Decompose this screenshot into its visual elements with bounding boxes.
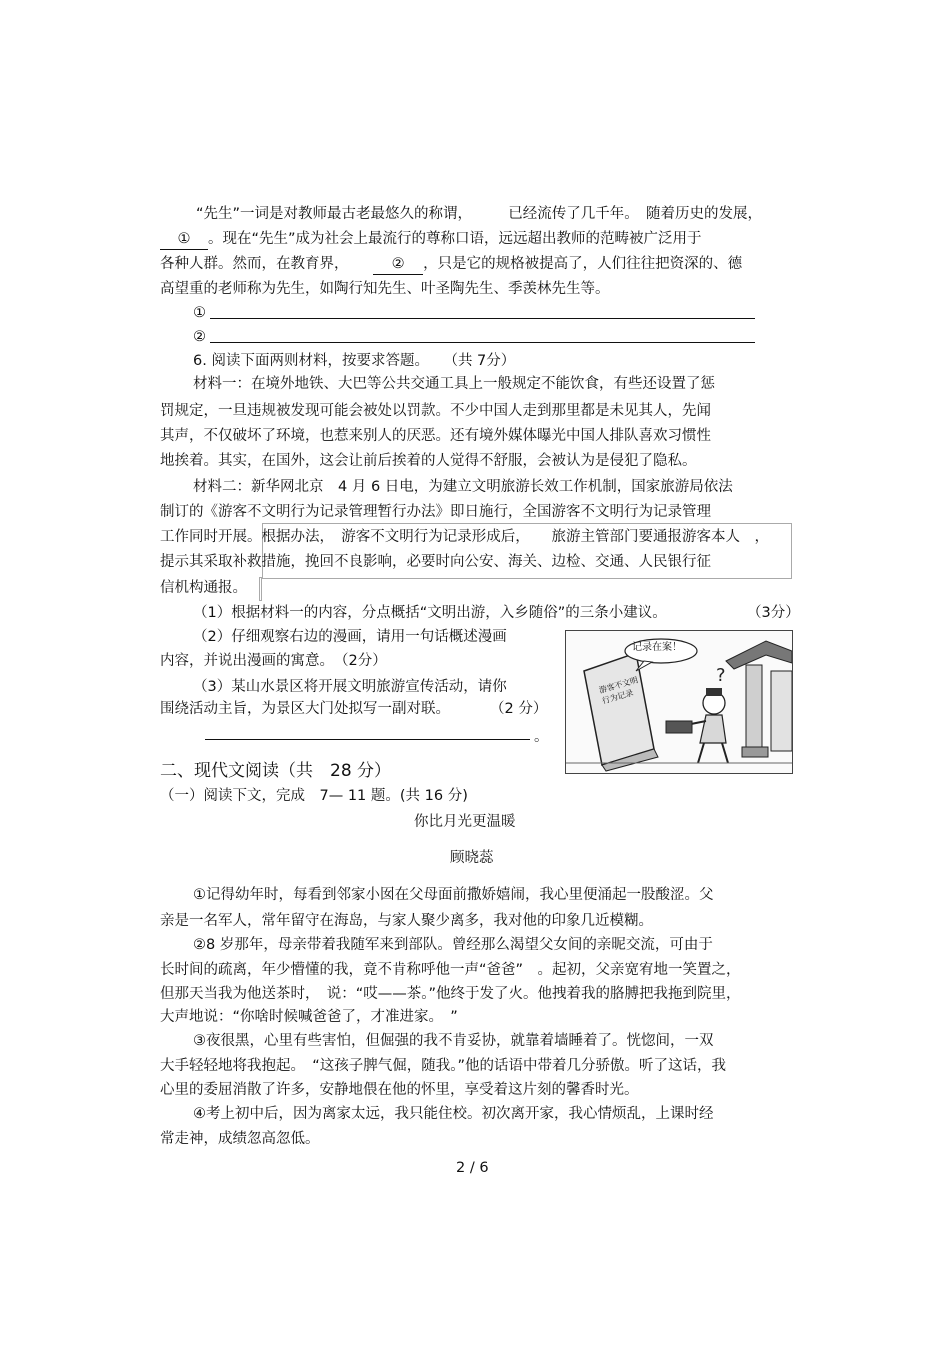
paragraph-line xyxy=(160,229,702,250)
material-1-line: 其声，不仅破坏了环境，也惹来别人的厌恶。还有境外媒体曝光中国人排队喜欢习惯性 xyxy=(160,428,711,444)
paragraph-text: 。现在“先生”成为社会上最流行的尊称口语，远远超出教师的范畴被广泛用于 xyxy=(208,231,702,247)
sub-question-1-score: （3分） xyxy=(747,605,800,621)
page-number: 2 / 6 xyxy=(456,1160,489,1176)
fill-blank-1: ① xyxy=(160,229,208,250)
end-mark: 。 xyxy=(534,729,549,745)
article-title: 你比月光更温暖 xyxy=(414,814,516,830)
article-line: ④考上初中后，因为离家太远，我只能住校。初次离开家，我心情烦乱，上课时经 xyxy=(193,1106,714,1122)
sub-question-1: （1）根据材料一的内容，分点概括“文明出游，入乡随俗”的三条小建议。 xyxy=(193,605,667,621)
couplet-answer-line[interactable] xyxy=(205,739,530,740)
material-1-line: 地挨着。其实，在国外，这会让前后挨着的人觉得不舒服，会被认为是侵犯了隐私。 xyxy=(160,453,697,469)
paragraph-line: 高望重的老师称为先生，如陶行知先生、叶圣陶先生、季羡林先生等。 xyxy=(160,281,610,297)
article-line: 大声地说：“你啥时候喊爸爸了，才准进家。 ” xyxy=(160,1009,458,1025)
cartoon-bubble-text: 记录在案！ xyxy=(632,642,682,653)
article-line: 但那天当我为他送茶时， 说：“哎——茶。”他终于发了火。他拽着我的胳膊把我拖到院里， xyxy=(160,986,741,1002)
article-line: 心里的委屈消散了许多，安静地偎在他的怀里，享受着这片刻的馨香时光。 xyxy=(160,1082,639,1098)
cartoon-image xyxy=(565,630,793,774)
article-line: ③夜很黑，心里有些害怕，但倔强的我不肯妥协，就靠着墙睡着了。恍惚间，一双 xyxy=(193,1033,714,1049)
article-line: 长时间的疏离，年少懵懂的我，竟不肯称呼他一声“爸爸” 。起初，父亲宽宥地一笑置之， xyxy=(160,962,741,978)
sub-question-3: 围绕活动主旨，为景区大门处拟写一副对联。 xyxy=(160,701,450,717)
question-6-title: 6. 阅读下面两则材料，按要求答题。 （共 7分） xyxy=(193,353,516,369)
paragraph-text: ，只是它的规格被提高了，人们往往把资深的、德 xyxy=(423,256,743,272)
section-subheading: （一）阅读下文，完成 7— 11 题。(共 16 分) xyxy=(160,788,468,804)
scan-frame xyxy=(259,577,262,601)
paragraph-text: 各种人群。然而，在教育界， xyxy=(160,256,349,272)
material-2-line: 制订的《游客不文明行为记录管理暂行办法》即日施行，全国游客不文明行为记录管理 xyxy=(160,504,711,520)
article-author: 顾晓蕊 xyxy=(450,850,494,866)
sub-question-3-score: （2 分） xyxy=(490,701,548,717)
article-line: 常走神，成绩忽高忽低。 xyxy=(160,1131,320,1147)
material-1-line: 材料一：在境外地铁、大巴等公共交通工具上一般规定不能饮食，有些还设置了惩 xyxy=(193,376,715,392)
svg-text:?: ? xyxy=(716,665,726,686)
fill-blank-2: ② xyxy=(373,254,423,275)
material-2-line: 提示其采取补救措施，挽回不良影响，必要时向公安、海关、边检、交通、人民银行征 xyxy=(160,554,711,570)
article-line: ②8 岁那年，母亲带着我随军来到部队。曾经那么渴望父女间的亲昵交流，可由于 xyxy=(193,937,713,953)
sub-question-3: （3）某山水景区将开展文明旅游宣传活动，请你 xyxy=(193,679,507,695)
material-2-line: 信机构通报。 xyxy=(160,580,247,596)
answer-line-2[interactable] xyxy=(210,342,755,343)
answer-line-1[interactable] xyxy=(210,318,755,319)
material-2-line: 材料二：新华网北京 4 月 6 日电，为建立文明旅游长效工作机制，国家旅游局依法 xyxy=(193,479,733,495)
paragraph-line xyxy=(160,254,742,275)
article-line: 亲是一名军人，常年留守在海岛，与家人聚少离多，我对他的印象几近模糊。 xyxy=(160,913,653,929)
answer-label-1: ① xyxy=(193,305,206,321)
sub-question-2: 内容，并说出漫画的寓意。 （2分） xyxy=(160,653,387,669)
cartoon-book-text: 游客不文明行为记录 xyxy=(598,675,640,706)
sub-question-2: （2）仔细观察右边的漫画，请用一句话概述漫画 xyxy=(193,629,507,645)
paragraph-line: “先生”一词是对教师最古老最悠久的称谓， 已经流传了几千年。 随着历史的发展， xyxy=(196,206,763,222)
material-1-line: 罚规定，一旦违规被发现可能会被处以罚款。不少中国人走到那里都是未见其人，先闻 xyxy=(160,403,711,419)
article-line: ①记得幼年时，每看到邻家小囡在父母面前撒娇嬉闹，我心里便涌起一股酸涩。父 xyxy=(193,887,714,903)
answer-label-2: ② xyxy=(193,329,206,345)
material-2-line: 工作同时开展。根据办法， 游客不文明行为记录形成后， 旅游主管部门要通报游客本人 ， xyxy=(160,529,769,545)
article-line: 大手轻轻地将我抱起。 “这孩子脾气倔，随我。”他的话语中带着几分骄傲。听了这话，我 xyxy=(160,1058,727,1074)
section-heading: 二、现代文阅读（共 28 分） xyxy=(160,761,392,781)
